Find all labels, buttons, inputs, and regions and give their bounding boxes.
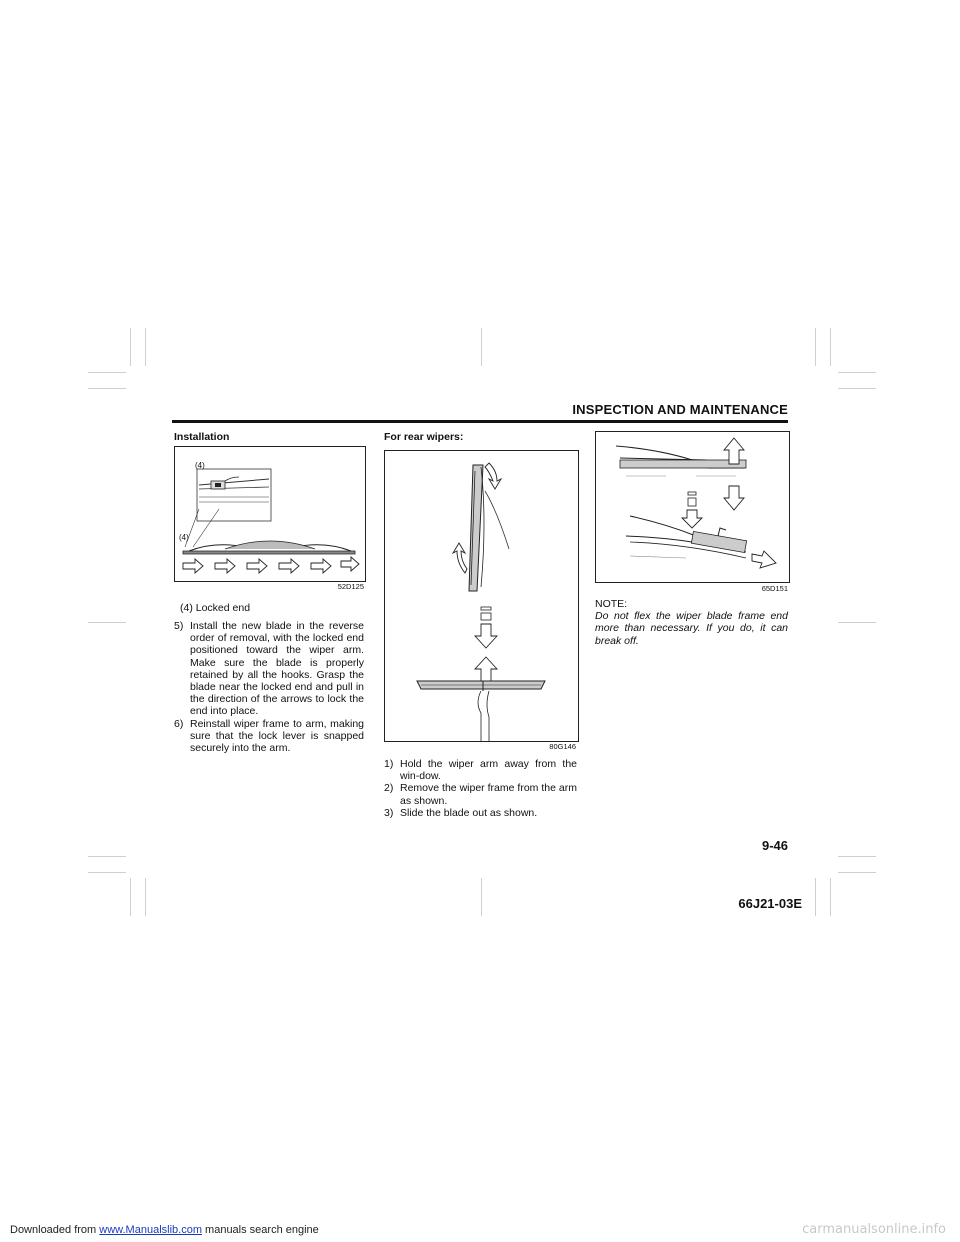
- crop-mark: [88, 622, 126, 623]
- step-text: Reinstall wiper frame to arm, making sure that the lock lever is snapped securely into the arm.: [190, 717, 364, 755]
- note-text: Do not flex the wiper blade frame end more than necessary. If you do, it can break off.: [595, 610, 788, 647]
- crop-mark: [838, 872, 876, 873]
- crop-mark: [815, 328, 816, 366]
- step-text: Remove the wiper frame from the arm as shown.: [400, 782, 577, 807]
- installation-steps: [174, 620, 364, 754]
- crop-mark: [481, 328, 482, 366]
- crop-mark: [88, 872, 126, 873]
- crop-mark: [838, 856, 876, 857]
- footer-suffix: manuals search engine: [201, 1224, 319, 1236]
- note-block: [595, 598, 788, 647]
- step-number: 2): [384, 782, 394, 795]
- crop-mark: [838, 622, 876, 623]
- step-text: Install the new blade in the reverse order of removal, with the locked end positioned toward the wiper arm. Make sure the blade is properly retained by all the hooks. Grasp the blade near the locked end and pull in the direction of the arrows to lock the end into place.: [190, 620, 364, 718]
- page-number: 9-46: [761, 838, 788, 853]
- footer-prefix: Downloaded from: [10, 1224, 100, 1236]
- header-rule: [172, 420, 788, 423]
- list-item: [174, 620, 364, 718]
- crop-mark: [88, 372, 126, 373]
- list-item: [384, 807, 577, 819]
- crop-mark: [830, 328, 831, 366]
- list-item: [384, 758, 577, 782]
- crop-mark: [145, 328, 146, 366]
- download-footer: [10, 1224, 319, 1236]
- manualslib-link[interactable]: www.Manualslib.com: [99, 1224, 202, 1236]
- rear-wipers-heading: For rear wipers:: [384, 431, 464, 443]
- rear-wiper-illustration: [385, 451, 578, 741]
- figure-code: 52D125: [337, 582, 364, 591]
- step-number: 1): [384, 758, 394, 770]
- step-text: Hold the wiper arm away from the win-dow.: [400, 758, 577, 783]
- step-text: Slide the blade out as shown.: [400, 806, 538, 819]
- crop-mark: [130, 328, 131, 366]
- figure-code: 65D151: [761, 584, 788, 593]
- section-header: INSPECTION AND MAINTENANCE: [572, 402, 788, 417]
- step-number: 5): [174, 620, 184, 632]
- crop-mark: [145, 878, 146, 916]
- rear-wiper-figure: [384, 450, 579, 742]
- step-number: 3): [384, 806, 394, 819]
- crop-mark: [815, 878, 816, 916]
- legend-text: (4) Locked end: [180, 602, 251, 614]
- crop-mark: [830, 878, 831, 916]
- rear-wiper-steps: [384, 758, 577, 819]
- step-number: 6): [174, 717, 184, 730]
- crop-mark: [838, 388, 876, 389]
- crop-mark: [838, 372, 876, 373]
- list-item: [174, 718, 364, 755]
- figure-code: 80G146: [549, 742, 576, 751]
- crop-mark: [88, 388, 126, 389]
- installation-heading: Installation: [174, 431, 230, 443]
- blade-frame-illustration: [596, 432, 789, 582]
- callout-label: (4): [179, 533, 189, 542]
- crop-mark: [481, 878, 482, 916]
- callout-label: (4): [195, 461, 205, 470]
- blade-frame-figure: [595, 431, 790, 583]
- installation-figure: [174, 446, 366, 582]
- watermark: carmanualsonline.info: [802, 1222, 946, 1237]
- document-code: 66J21-03E: [738, 896, 802, 911]
- crop-mark: [130, 878, 131, 916]
- note-label: NOTE:: [595, 598, 628, 610]
- list-item: [384, 782, 577, 806]
- crop-mark: [88, 856, 126, 857]
